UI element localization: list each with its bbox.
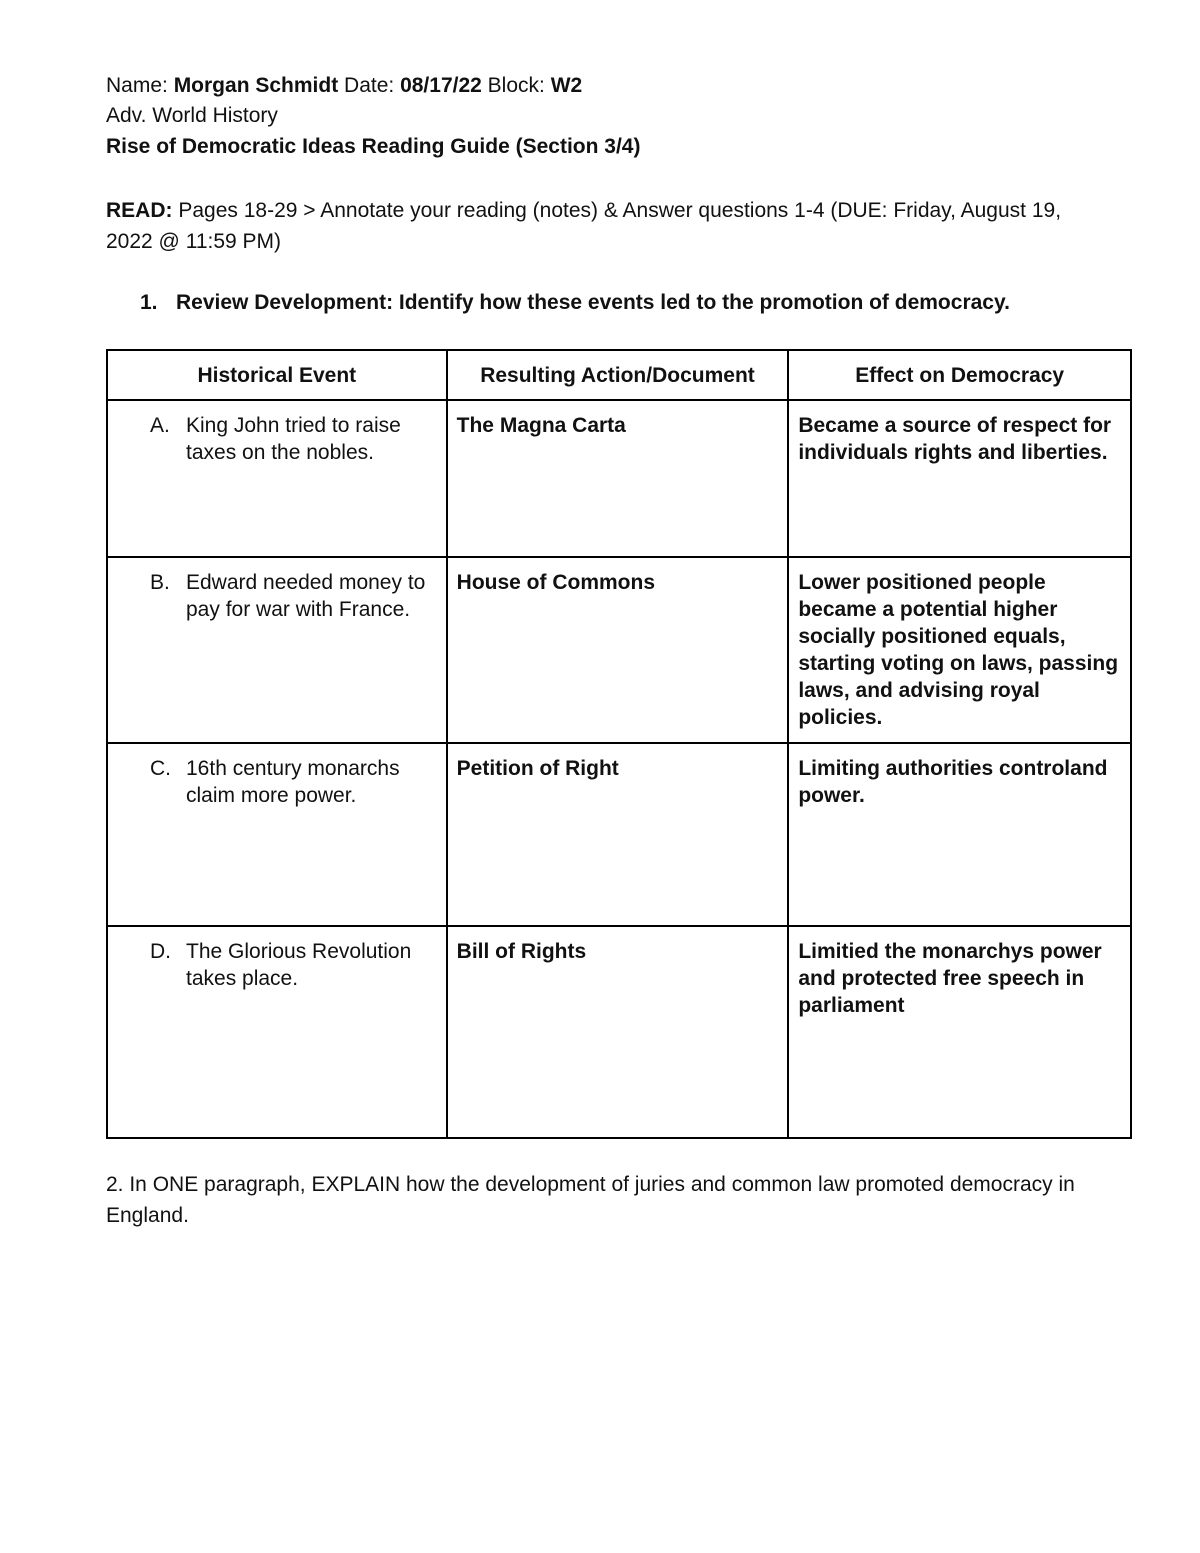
result-text: Bill of Rights	[456, 940, 587, 963]
result-cell	[447, 926, 789, 1138]
block-value: W2	[550, 74, 583, 97]
date-value: 08/17/22	[400, 74, 482, 97]
event-cell	[107, 743, 447, 926]
effect-text: Limiting authorities controland power.	[798, 757, 1108, 807]
block-label: Block:	[481, 74, 551, 97]
result-cell	[447, 400, 789, 557]
event-cell	[107, 557, 447, 743]
row-letter: B.	[150, 571, 170, 594]
table-row	[107, 557, 1131, 743]
event-cell	[107, 926, 447, 1138]
effect-text: Became a source of respect for individuals rights and liberties.	[798, 414, 1112, 464]
question-2: 2. In ONE paragraph, EXPLAIN how the development of juries and common law promoted democracy in England.	[106, 1173, 1075, 1227]
row-letter: D.	[150, 940, 171, 963]
date-label: Date:	[338, 74, 401, 97]
document-title: Rise of Democratic Ideas Reading Guide (Section 3/4)	[106, 135, 641, 158]
result-text: The Magna Carta	[456, 414, 626, 437]
course-name: Adv. World History	[106, 104, 278, 127]
row-letter: A.	[150, 414, 170, 437]
event-text: 16th century monarchs claim more power.	[186, 757, 400, 807]
header-resulting-action: Resulting Action/Document	[447, 350, 789, 400]
question-1-number: 1.	[140, 291, 158, 314]
header-line	[106, 71, 582, 101]
result-cell	[447, 743, 789, 926]
event-text: The Glorious Revolution takes place.	[186, 940, 412, 990]
effect-cell	[788, 400, 1131, 557]
header-effect-on-democracy: Effect on Democracy	[788, 350, 1131, 400]
result-text: Petition of Right	[456, 757, 619, 780]
table-row	[107, 743, 1131, 926]
result-text: House of Commons	[456, 571, 655, 594]
effect-text: Lower positioned people became a potential higher socially positioned equals, starting voting on laws, passing laws, and advising royal policies.	[798, 571, 1119, 729]
question-1-text: Review Development: Identify how these events led to the promotion of democracy.	[176, 291, 1010, 314]
row-letter: C.	[150, 757, 171, 780]
effect-cell	[788, 557, 1131, 743]
header-historical-event: Historical Event	[107, 350, 447, 400]
question-1	[140, 288, 1010, 318]
event-text: King John tried to raise taxes on the nobles.	[186, 414, 401, 464]
event-text: Edward needed money to pay for war with France.	[186, 571, 426, 621]
read-label: READ:	[106, 199, 173, 222]
development-table	[106, 349, 1132, 1139]
table-row	[107, 926, 1131, 1138]
table-header-row	[107, 350, 1131, 400]
effect-cell	[788, 743, 1131, 926]
read-text: Pages 18-29 > Annotate your reading (notes) & Answer questions 1-4 (DUE: Friday, August 19, 2022 @ 11:59 PM)	[106, 199, 1062, 253]
table-row	[107, 400, 1131, 557]
name-label: Name:	[106, 74, 174, 97]
effect-text: Limitied the monarchys power and protected free speech in parliament	[798, 940, 1102, 1017]
effect-cell	[788, 926, 1131, 1138]
event-cell	[107, 400, 447, 557]
result-cell	[447, 557, 789, 743]
read-instructions	[106, 195, 1096, 257]
student-name: Morgan Schmidt	[173, 74, 339, 97]
